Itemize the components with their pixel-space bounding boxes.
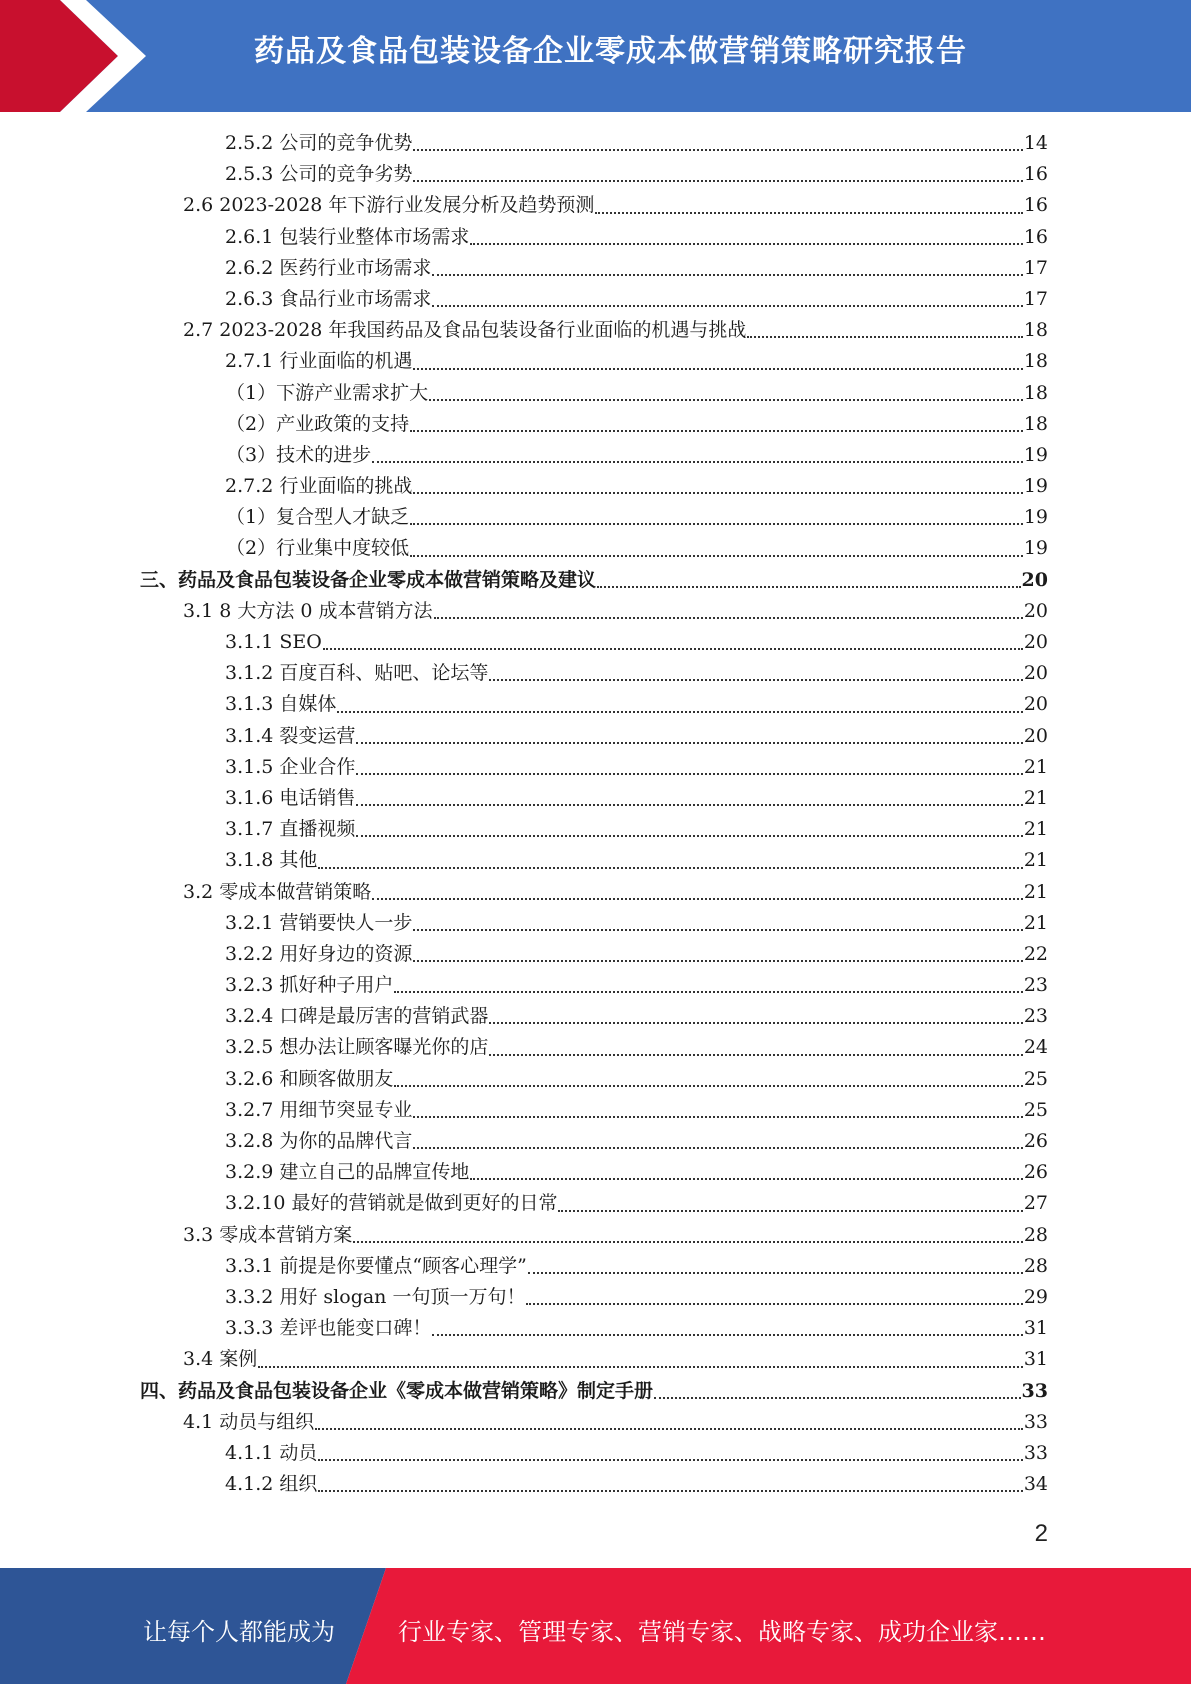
toc-entry-title: 三、药品及食品包装设备企业零成本做营销策略及建议 [140, 568, 597, 591]
toc-entry-title: 3.1.3 自媒体 [225, 693, 337, 716]
toc-entry[interactable] [140, 1282, 1048, 1313]
toc-entry[interactable] [140, 284, 1048, 315]
toc-entry-page: 33 [1021, 1379, 1048, 1402]
toc-entry-title: 3.2.10 最好的营销就是做到更好的日常 [225, 1192, 558, 1215]
toc-dot-leader [413, 492, 1022, 494]
toc-dot-leader [432, 1334, 1022, 1336]
toc-entry-page: 25 [1023, 1067, 1048, 1090]
toc-entry-page: 33 [1023, 1441, 1048, 1464]
toc-entry-title: 3.2 零成本做营销策略 [183, 880, 372, 903]
toc-entry-title: 2.6.1 包装行业整体市场需求 [225, 225, 470, 248]
toc-entry-page: 29 [1023, 1285, 1048, 1308]
toc-entry-page: 18 [1023, 350, 1048, 373]
toc-dot-leader [318, 1459, 1022, 1461]
toc-entry[interactable] [140, 315, 1048, 346]
header-arrow-graphic [0, 0, 160, 112]
toc-entry-title: 3.2.4 口碑是最厉害的营销武器 [225, 1005, 489, 1028]
toc-entry[interactable] [140, 502, 1048, 533]
toc-dot-leader [394, 991, 1022, 993]
toc-entry-page: 19 [1023, 506, 1048, 529]
toc-entry[interactable] [140, 939, 1048, 970]
toc-dot-leader [489, 1022, 1022, 1024]
toc-entry-title: 3.2.9 建立自己的品牌宣传地 [225, 1161, 470, 1184]
toc-dot-leader [356, 835, 1022, 837]
toc-entry-page: 28 [1023, 1223, 1048, 1246]
toc-entry[interactable] [140, 721, 1048, 752]
page-footer [0, 1568, 1191, 1684]
toc-entry[interactable] [140, 1157, 1048, 1188]
footer-slogan-right: 行业专家、管理专家、营销专家、战略专家、成功企业家…… [398, 1618, 1046, 1646]
toc-dot-leader [356, 742, 1022, 744]
toc-dot-leader [356, 773, 1022, 775]
toc-entry-page: 23 [1023, 974, 1048, 997]
toc-entry-title: 3.1.7 直播视频 [225, 818, 356, 841]
toc-entry-page: 16 [1023, 194, 1048, 217]
toc-entry-title: 2.7.1 行业面临的机遇 [225, 350, 413, 373]
toc-entry-title: 2.5.2 公司的竞争优势 [225, 132, 413, 154]
toc-dot-leader [258, 1366, 1023, 1368]
toc-entry-page: 25 [1023, 1098, 1048, 1121]
toc-entry-page: 20 [1023, 631, 1048, 653]
toc-dot-leader [654, 1397, 1021, 1399]
toc-dot-leader [432, 274, 1022, 276]
toc-entry-title: 3.1.4 裂变运营 [225, 724, 356, 747]
toc-entry-title: 3.1.6 电话销售 [225, 786, 356, 809]
toc-entry[interactable] [140, 1001, 1048, 1032]
toc-entry-title: 2.6.2 医药行业市场需求 [225, 256, 432, 279]
toc-entry-page: 26 [1023, 1130, 1048, 1152]
toc-entry[interactable] [140, 1032, 1048, 1063]
toc-entry-page: 20 [1023, 724, 1048, 747]
toc-entry[interactable] [140, 190, 1048, 221]
toc-dot-leader [353, 1241, 1023, 1243]
toc-dot-leader [410, 430, 1023, 432]
toc-entry[interactable] [140, 440, 1048, 471]
toc-dot-leader [318, 867, 1022, 869]
toc-dot-leader [318, 1490, 1022, 1492]
report-title: 药品及食品包装设备企业零成本做营销策略研究报告 [254, 34, 967, 69]
toc-entry-page: 34 [1023, 1473, 1048, 1496]
toc-dot-leader [489, 1054, 1022, 1056]
toc-entry-title: 3.4 案例 [183, 1348, 258, 1371]
toc-entry-title: 3.3 零成本营销方案 [183, 1223, 353, 1246]
toc-dot-leader [410, 523, 1023, 525]
toc-entry[interactable] [140, 814, 1048, 845]
toc-entry-title: 3.1.2 百度百科、贴吧、论坛等 [225, 662, 489, 685]
toc-dot-leader [413, 149, 1022, 151]
toc-entry[interactable] [140, 689, 1048, 720]
toc-entry-page: 21 [1023, 880, 1048, 903]
toc-entry[interactable] [140, 1344, 1048, 1375]
toc-entry[interactable] [140, 533, 1048, 564]
toc-entry-title: 3.1.5 企业合作 [225, 755, 356, 778]
toc-entry[interactable] [140, 222, 1048, 253]
toc-entry-title: 3.1.1 SEO [225, 631, 322, 653]
toc-entry-title: 3.2.1 营销要快人一步 [225, 911, 413, 934]
toc-entry[interactable] [140, 783, 1048, 814]
toc-entry[interactable] [140, 1064, 1048, 1095]
toc-entry-title: 3.3.3 差评也能变口碑！ [225, 1317, 432, 1340]
toc-dot-leader [315, 1428, 1023, 1430]
toc-dot-leader [558, 1210, 1022, 1212]
toc-dot-leader [413, 1116, 1022, 1118]
toc-entry[interactable] [140, 471, 1048, 502]
table-of-contents [140, 128, 1048, 1500]
toc-entry-title: 4.1.2 组织 [225, 1473, 318, 1496]
toc-entry-page: 23 [1023, 1005, 1048, 1028]
toc-entry-title: 3.2.2 用好身边的资源 [225, 942, 413, 965]
toc-dot-leader [595, 212, 1022, 214]
toc-dot-leader [413, 960, 1022, 962]
toc-entry-title: 2.6.3 食品行业市场需求 [225, 287, 432, 310]
toc-dot-leader [597, 586, 1021, 588]
toc-entry-page: 27 [1023, 1192, 1048, 1215]
toc-entry[interactable] [140, 346, 1048, 377]
toc-entry-page: 21 [1023, 786, 1048, 809]
toc-dot-leader [323, 648, 1023, 650]
toc-dot-leader [337, 711, 1022, 713]
toc-entry-title: 3.1 8 大方法 0 成本营销方法 [183, 599, 433, 622]
toc-entry[interactable] [140, 1438, 1048, 1469]
toc-entry-page: 14 [1023, 132, 1048, 154]
toc-entry[interactable] [140, 1407, 1048, 1438]
toc-entry-page: 21 [1023, 755, 1048, 778]
toc-dot-leader [356, 804, 1022, 806]
toc-entry-page: 19 [1023, 537, 1048, 560]
toc-entry-title: （1）复合型人才缺乏 [226, 506, 410, 529]
toc-entry[interactable] [140, 845, 1048, 876]
toc-entry-title: 4.1.1 动员 [225, 1441, 318, 1464]
toc-entry[interactable] [140, 1469, 1048, 1500]
toc-entry-title: （1）下游产业需求扩大 [226, 381, 429, 404]
toc-entry[interactable] [140, 596, 1048, 627]
toc-entry-title: 2.5.3 公司的竞争劣势 [225, 163, 413, 186]
page-header [0, 0, 1191, 112]
toc-dot-leader [413, 368, 1022, 370]
toc-entry[interactable] [140, 658, 1048, 689]
toc-entry-title: 3.2.8 为你的品牌代言 [225, 1130, 413, 1152]
toc-entry-title: 2.7 2023-2028 年我国药品及食品包装设备行业面临的机遇与挑战 [183, 319, 747, 342]
page-number: 2 [1034, 1520, 1048, 1547]
toc-entry-page: 19 [1023, 475, 1048, 498]
toc-entry-title: （2）产业政策的支持 [226, 412, 410, 435]
toc-dot-leader [747, 336, 1022, 338]
toc-entry[interactable] [140, 1188, 1048, 1219]
toc-entry-page: 17 [1023, 256, 1048, 279]
toc-dot-leader [526, 1303, 1022, 1305]
footer-slogan-left: 让每个人都能成为 [143, 1618, 335, 1646]
toc-entry-page: 20 [1021, 568, 1048, 591]
toc-dot-leader [434, 617, 1023, 619]
toc-entry-page: 24 [1023, 1036, 1048, 1059]
toc-entry-page: 16 [1023, 225, 1048, 248]
toc-entry[interactable] [140, 159, 1048, 190]
toc-entry-page: 21 [1023, 849, 1048, 872]
toc-dot-leader [372, 898, 1023, 900]
toc-entry[interactable] [140, 908, 1048, 939]
toc-entry-title: 2.7.2 行业面临的挑战 [225, 475, 413, 498]
toc-entry-page: 22 [1023, 942, 1048, 965]
toc-dot-leader [489, 679, 1022, 681]
toc-entry-title: 2.6 2023-2028 年下游行业发展分析及趋势预测 [183, 194, 595, 217]
toc-entry-title: 3.2.3 抓好种子用户 [225, 974, 394, 997]
toc-dot-leader [470, 243, 1022, 245]
toc-dot-leader [410, 555, 1023, 557]
toc-entry-page: 21 [1023, 911, 1048, 934]
toc-entry[interactable] [140, 378, 1048, 409]
toc-entry-title: 3.1.8 其他 [225, 849, 318, 872]
toc-entry-title: 3.2.7 用细节突显专业 [225, 1098, 413, 1121]
toc-entry[interactable] [140, 1376, 1048, 1407]
toc-entry-page: 33 [1023, 1410, 1048, 1433]
toc-entry-page: 20 [1023, 599, 1048, 622]
toc-entry-title: 四、药品及食品包装设备企业《零成本做营销策略》制定手册 [140, 1379, 654, 1402]
toc-entry[interactable] [140, 128, 1048, 159]
toc-entry[interactable] [140, 752, 1048, 783]
toc-entry[interactable] [140, 565, 1048, 596]
toc-dot-leader [470, 1178, 1022, 1180]
toc-entry-page: 18 [1023, 319, 1048, 342]
toc-entry[interactable] [140, 877, 1048, 908]
toc-entry-page: 18 [1023, 381, 1048, 404]
toc-entry[interactable] [140, 1126, 1048, 1157]
toc-entry[interactable] [140, 253, 1048, 284]
toc-entry-title: 3.3.2 用好 slogan 一句顶一万句！ [225, 1285, 526, 1308]
toc-dot-leader [372, 461, 1023, 463]
toc-entry-page: 16 [1023, 163, 1048, 186]
toc-dot-leader [429, 399, 1023, 401]
toc-entry-title: （2）行业集中度较低 [226, 537, 410, 560]
toc-dot-leader [413, 180, 1022, 182]
toc-entry-page: 17 [1023, 287, 1048, 310]
toc-dot-leader [528, 1272, 1023, 1274]
toc-entry-page: 26 [1023, 1161, 1048, 1184]
toc-entry-page: 18 [1023, 412, 1048, 435]
toc-entry-title: 3.2.5 想办法让顾客曝光你的店 [225, 1036, 489, 1059]
toc-entry[interactable] [140, 1095, 1048, 1126]
toc-entry[interactable] [140, 627, 1048, 658]
toc-dot-leader [432, 305, 1022, 307]
toc-entry-page: 20 [1023, 693, 1048, 716]
toc-entry-page: 31 [1023, 1348, 1048, 1371]
toc-dot-leader [413, 1147, 1022, 1149]
toc-entry-page: 20 [1023, 662, 1048, 685]
toc-entry[interactable] [140, 409, 1048, 440]
toc-entry-page: 21 [1023, 818, 1048, 841]
toc-entry-page: 19 [1023, 443, 1048, 466]
toc-dot-leader [394, 1085, 1022, 1087]
toc-entry[interactable] [140, 1313, 1048, 1344]
toc-dot-leader [413, 929, 1022, 931]
toc-entry-title: （3）技术的进步 [226, 443, 372, 466]
toc-entry-page: 31 [1023, 1317, 1048, 1340]
toc-entry[interactable] [140, 970, 1048, 1001]
toc-entry-title: 4.1 动员与组织 [183, 1410, 315, 1433]
toc-entry[interactable] [140, 1220, 1048, 1251]
toc-entry-page: 28 [1023, 1254, 1048, 1277]
toc-entry[interactable] [140, 1251, 1048, 1282]
toc-entry-title: 3.2.6 和顾客做朋友 [225, 1067, 394, 1090]
toc-entry-title: 3.3.1 前提是你要懂点“顾客心理学” [225, 1254, 527, 1277]
